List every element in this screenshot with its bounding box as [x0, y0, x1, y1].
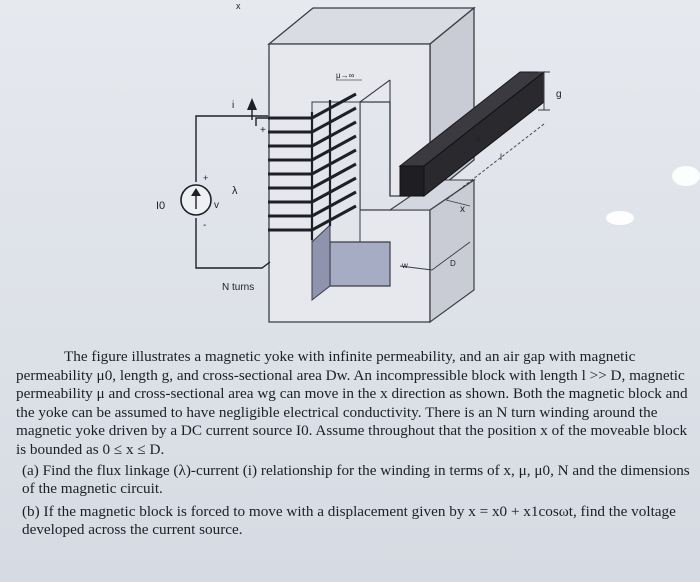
source-label: I0 — [156, 200, 166, 212]
glare-spot — [672, 166, 700, 186]
voltage-label: v — [214, 200, 219, 211]
length-label: l — [500, 152, 502, 162]
block-front — [400, 166, 424, 196]
flux-linkage-label: λ — [232, 185, 238, 197]
yoke-inner-shadow — [330, 242, 390, 286]
problem-text — [16, 348, 694, 540]
plus-source-label: + — [203, 173, 209, 183]
gap-label: g — [556, 89, 562, 100]
question-a: (a) Find the flux linkage (λ)-current (i) relationship for the winding in terms of x, μ, μ0, N and the dimensions of the magnetic circuit. — [22, 461, 690, 498]
width-label: w — [402, 261, 408, 270]
problem-intro: The figure illustrates a magnetic yoke with infinite permeability, and an air gap with magnetic permeability μ0, length g, and cross-sectional area Dw. An incompressible block with length l >> D, magnetic permeability μ and cross-sectional area wg can move in the x direction as shown. Both the magnetic block and the yoke can be assumed to have negligible electrical conductivity. There is an N turn winding around the magnetic yoke driven by a DC current source I0. Assume throughout that the position x of the moveable block is bounded as 0 ≤ x ≤ D. — [16, 348, 688, 458]
block-permeability-label: μ — [476, 135, 481, 142]
minus-source-label: - — [203, 220, 207, 231]
plus-top-label: + — [260, 125, 266, 136]
current-label: i — [232, 100, 235, 111]
depth-label: D — [450, 259, 456, 268]
glare-spot — [606, 211, 634, 225]
top-partial-label: x — [236, 1, 241, 11]
turns-label: N turns — [222, 282, 255, 293]
yoke-permeability-label: μ→∞ — [336, 71, 355, 80]
position-label: x — [460, 204, 465, 215]
question-b: (b) If the magnetic block is forced to move with a displacement given by x = x0 + x1cosωt, find the voltage developed across the current source. — [22, 502, 676, 539]
current-arrow-icon — [247, 98, 257, 110]
